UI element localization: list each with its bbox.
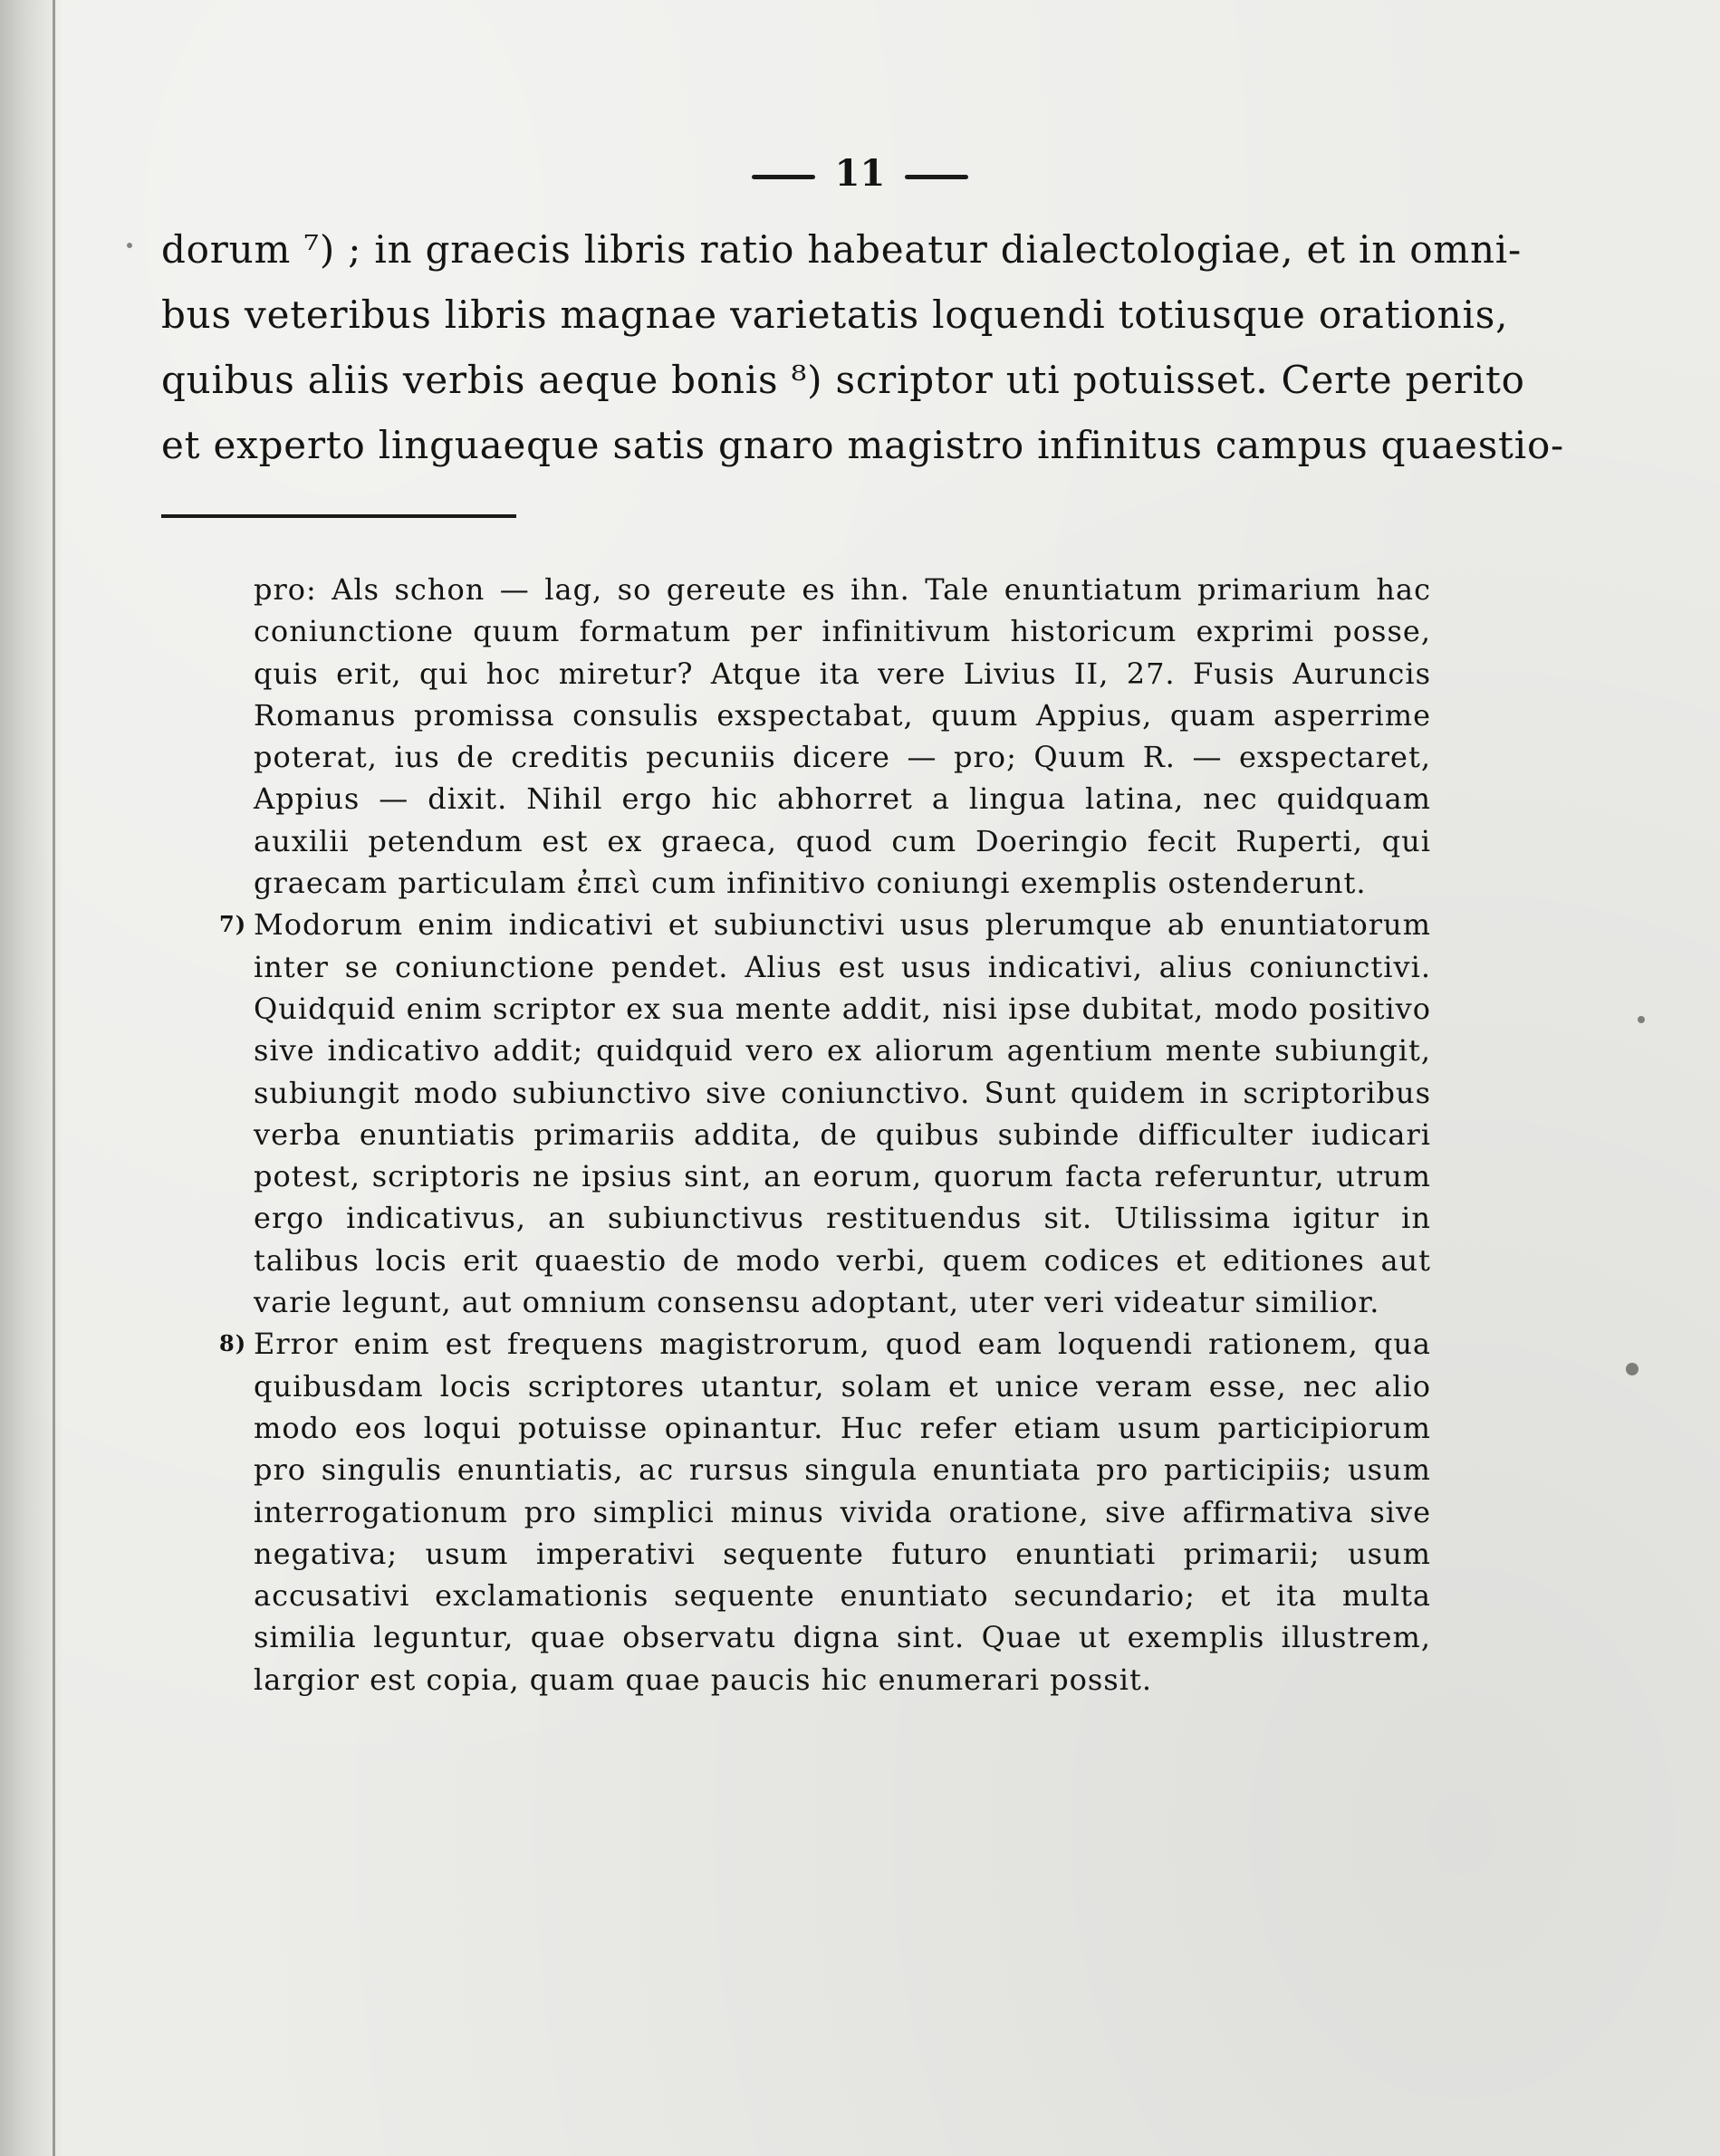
footnote-marker: 7) (219, 911, 247, 938)
footnote-marker: 8) (219, 1330, 247, 1357)
footnotes-section (219, 569, 1431, 1701)
page-header (0, 152, 1720, 195)
main-text-line: quibus aliis verbis aeque bonis ⁸) scriptor uti potuisset. Certe perito (161, 358, 1525, 402)
main-text-line: dorum ⁷) ; in graecis libris ratio habeatur dialectologiae, et in omni- (161, 227, 1523, 272)
main-text-line: bus veteribus libris magnae varietatis loquendi totiusque orationis, (161, 292, 1509, 337)
footnote-text: Modorum enim indicativi et subiunctivi usus plerumque ab enuntiatorum inter se coniunctione pendet. Alius est usus indicativi, alius coniunctivi. Quidquid enim scriptor ex sua mente addit, nisi ipse dubitat, modo positivo sive indicativo addit; quidquid vero ex aliorum agentium mente subiungit, subiungit modo subiunctivo sive coniunctivo. Sunt quidem in scriptoribus verba enuntiatis primariis addita, de quibus subinde difficulter iudicari potest, scriptoris ne ipsius sint, an eorum, quorum facta referuntur, utrum ergo indicativus, an subiunctivus restituendus sit. Utilissima igitur in talibus locis erit quaestio de modo verbi, quem codices et editiones aut varie legunt, aut omnium consensu adoptant, uter veri videatur similior. (254, 907, 1431, 1320)
ink-spot (1638, 1016, 1645, 1023)
footnote-continuation-text: pro: Als schon — lag, so gereute es ihn. Tale enuntiatum primarium hac coniunctione quum formatum per infinitivum historicum exprimi posse, quis erit, qui hoc miretur? Atque ita vere Livius II, 27. Fusis Auruncis Romanus promissa consulis exspectabat, quum Appius, quam asperrime poterat, ius de creditis pecuniis dicere — pro; Quum R. — exspectaret, Appius — dixit. Nihil ergo hic abhorret a lingua latina, nec quidquam auxilii petendum est ex graeca, quod cum Doeringio fecit Ruperti, qui graecam particulam ἐπεὶ cum infinitivo coniungi exemplis ostenderunt. (254, 572, 1431, 901)
main-text (161, 217, 1565, 478)
header-dash-right (905, 175, 968, 179)
main-text-line: et experto linguaeque satis gnaro magistro infinitus campus quaestio- (161, 423, 1565, 467)
ink-spot (127, 243, 132, 248)
footnote-text: Error enim est frequens magistrorum, quod eam loquendi rationem, qua quibusdam locis scriptores utantur, solam et unice veram esse, nec alio modo eos loqui potuisse opinantur. Huc refer etiam usum participiorum pro singulis enuntiatis, ac rursus singula enuntiata pro participiis; usum interrogationum pro simplici minus vivida oratione, sive affirmativa sive negativa; usum imperativi sequente futuro enuntiati primarii; usum accusativi exclamationis sequente enuntiato secundario; et ita multa similia leguntur, quae observatu digna sint. Quae ut exemplis illustrem, largior est copia, quam quae paucis hic enumerari possit. (254, 1327, 1431, 1697)
footnote-separator-rule (161, 514, 516, 518)
gutter-line (53, 0, 55, 2156)
ink-spot (1626, 1363, 1638, 1375)
footnote-7 (219, 904, 1431, 1323)
footnote-8 (219, 1323, 1431, 1701)
header-dash-left (752, 175, 815, 179)
page-number: 11 (834, 152, 886, 195)
footnote-continuation (254, 569, 1431, 904)
